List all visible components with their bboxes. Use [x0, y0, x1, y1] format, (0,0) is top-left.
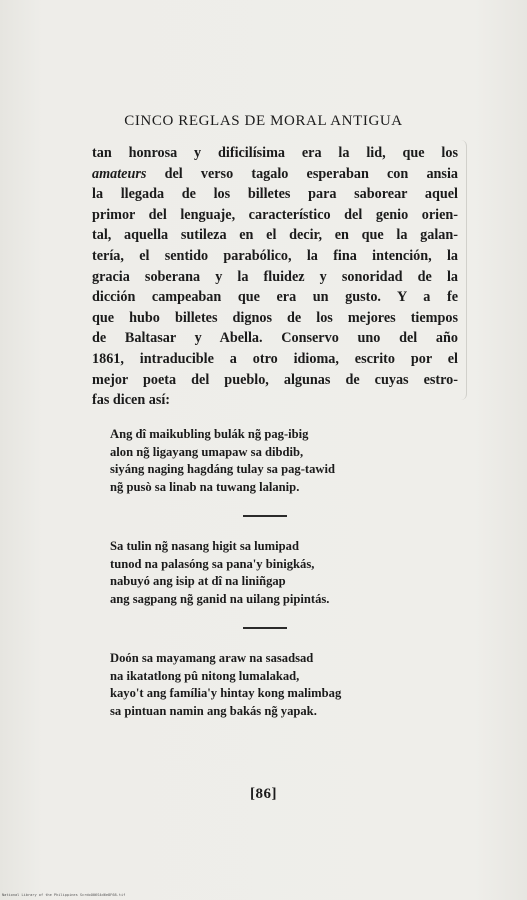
verse-line: sa pintuan namin ang bakás ng̃ yapak. — [110, 703, 317, 718]
verse-line: tunod na palasóng sa pana'y binigkás, — [110, 556, 315, 571]
prose-line: gracia soberana y la fluidez y sonoridad de la — [92, 268, 458, 285]
prose-paragraph — [92, 143, 458, 411]
running-head: CINCO REGLAS DE MORAL ANTIGUA — [124, 113, 403, 129]
prose-line: 1861, intraducible a otro idioma, escrito por el — [92, 350, 458, 367]
italic-word: amateurs — [92, 165, 147, 182]
prose-line: primor del lenguaje, característico del genio orien- — [92, 206, 458, 223]
poem-stanza-2 — [110, 538, 440, 608]
prose-line: tal, aquella sutileza en el decir, en que la galan- — [92, 227, 458, 244]
prose-line: la llegada de los billetes para saborear aquel — [92, 186, 458, 203]
stanza-separator — [243, 627, 287, 629]
verse-line: kayo't ang família'y hintay kong malimbag — [110, 686, 342, 701]
verse-line: alon ng̃ ligayang umapaw sa dibdib, — [110, 444, 304, 459]
prose-line: que hubo billetes dignos de los mejores tiempos — [92, 309, 458, 326]
verse-line: Doón sa mayamang araw na sasadsad — [110, 651, 314, 665]
poem-stanza-3 — [110, 650, 440, 720]
prose-line: tería, el sentido parabólico, la fina intención, la — [92, 247, 458, 264]
verse-line: Ang dî maikubling bulák ng̃ pag-ibig — [110, 427, 309, 441]
verse-line: Sa tulin ng̃ nasang higit sa lumipad — [110, 539, 299, 553]
scan-credit: National Library of the Philippines ScrdoO06S4d6e8F68.tif — [2, 893, 126, 897]
verse-line: ang sagpang ng̃ ganid na uilang pipintás. — [110, 591, 330, 606]
page-number: [86] — [250, 786, 277, 802]
prose-line: fas dicen así: — [92, 392, 171, 409]
verse-line: nabuyó ang isip at dî na liniñgap — [110, 574, 286, 589]
stanza-separator — [243, 515, 287, 517]
verse-line: ng̃ pusò sa linab na tuwang lalanip. — [110, 479, 300, 494]
prose-line: dicción campeaban que era un gusto. Y a fe — [92, 289, 458, 306]
prose-line: amateurs del verso tagalo esperaban con ansia — [92, 165, 458, 182]
verse-line: na ikatatlong pû nitong lumalakad, — [110, 668, 300, 683]
page-edge-shadow — [458, 140, 467, 400]
prose-line: tan honrosa y dificilísima era la lid, que los — [92, 145, 458, 161]
prose-line: de Baltasar y Abella. Conservo uno del año — [92, 330, 458, 347]
verse-line: siyáng naging hagdáng tulay sa pag-tawid — [110, 462, 336, 477]
prose-line: mejor poeta del pueblo, algunas de cuyas estro- — [92, 371, 458, 388]
poem-stanza-1 — [110, 426, 440, 496]
